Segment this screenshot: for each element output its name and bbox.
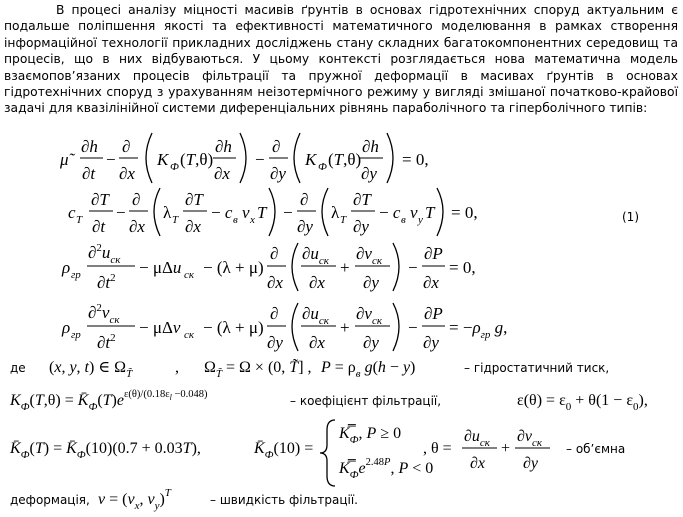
svg-text:(x, y, t) ∈ ΩT̃: (x, y, t) ∈ $\Omega_{T̃}$ — [49, 359, 133, 380]
svg-text:(T,θ): (T,θ) — [180, 150, 214, 169]
svg-text:K̿Фe2.48P, P < 0: $K̿_Фe^{2.48P}$, P < 0 — [339, 457, 434, 481]
svg-text:∂x: ∂x — [267, 273, 283, 292]
svg-text:∂2vск: $\partial^2v_{ск}$ — [88, 302, 120, 326]
svg-text:∂vск: $\partial v_{ск}$ — [517, 428, 543, 449]
svg-text:T: T — [76, 214, 83, 226]
velocity-line — [10, 487, 358, 512]
svg-text:= 0,: = 0, — [449, 258, 476, 277]
svg-text:∂vск: $\partial v_{ск}$ — [356, 244, 382, 267]
svg-text:гр: гр — [71, 329, 81, 341]
svg-text:∂x: ∂x — [309, 333, 325, 352]
svg-text:∂x: ∂x — [423, 273, 439, 292]
svg-text:Ф: Ф — [318, 161, 327, 173]
svg-text:в: в — [401, 214, 406, 226]
svg-text:ск: ск — [184, 269, 195, 281]
svg-text:∂vск: $\partial v_{ск}$ — [356, 304, 382, 327]
svg-text:∂y: ∂y — [297, 217, 313, 236]
svg-text:∂y: ∂y — [523, 455, 539, 472]
svg-text:λ: λ — [163, 203, 172, 222]
svg-text:∂: ∂ — [122, 137, 131, 156]
svg-text:ε(θ) = ε0 + θ(1 − ε0),: $\varepsilon(\theta) = \varepsilon_0 + \theta(1 - \varepsilon_0)$, — [517, 392, 648, 413]
equation-1 — [59, 133, 429, 183]
svg-text:, θ =: , θ = — [423, 440, 452, 457]
svg-text:∂: ∂ — [270, 244, 279, 263]
svg-text:гр: гр — [71, 269, 81, 281]
svg-text:∂T: ∂T — [353, 190, 371, 209]
svg-text:K̄Ф(10) =: $K̄_Ф(10)$ = — [254, 440, 314, 461]
svg-text:∂2uск: $\partial^2u_{ск}$ — [88, 242, 121, 266]
svg-text:∂P: ∂P — [424, 244, 443, 263]
svg-text:∂: ∂ — [272, 137, 281, 156]
svg-text:− (λ + μ): − (λ + μ) — [203, 258, 264, 277]
svg-text:− (λ + μ): − (λ + μ) — [203, 318, 264, 337]
hydrostatic-text: – гідростатичний тиск, — [464, 361, 610, 375]
where-line — [10, 358, 609, 380]
svg-text:∂P: ∂P — [424, 304, 443, 323]
svg-text:∂: ∂ — [300, 190, 309, 209]
svg-text:∂: ∂ — [270, 304, 279, 323]
svg-text:+: + — [501, 440, 511, 457]
svg-text:∂y: ∂y — [270, 164, 286, 183]
svg-text:x: x — [250, 214, 255, 226]
svg-text:,: , — [175, 359, 179, 376]
svg-text:− μΔu: − μΔu — [139, 258, 182, 277]
svg-text:−: − — [116, 203, 126, 222]
svg-text:∂uск: $\partial u_{ск}$ — [464, 428, 490, 449]
equation-2 — [68, 188, 478, 236]
svg-text:∂y: ∂y — [423, 333, 439, 352]
svg-text:− μΔv: − μΔv — [139, 318, 181, 337]
equation-3 — [61, 242, 476, 292]
svg-text:K̄Ф(T) = K̄Ф(10)(0.7 + 0.03T),: $K̄_Ф(T)$ = $K̄_Ф(10)(0.7 + 0.03T)$, — [10, 440, 201, 461]
intro-paragraph: В процесі аналізу міцності масивів ґрунтів в основах гідротехнічних споруд актуальним є подальше поліпшення якості та ефективності математичного моделювання в рамках створення інформаційної технології прикладних досліджень стану складних багатокомпонентних середовищ та процесів, що в них відбуваються. У цьому контексті розглядається нова математична модель взаємопов’язаних процесів фільтрації та пружної деформації в масивах ґрунтів в основах гідротехнічних споруд з урахуванням неізотермічного режиму у вигляді змішаної початково-крайової задачі для квазілінійної системи диференціальних рівнянь параболічного та гіперболічного типів: — [4, 3, 678, 116]
svg-text:T: T — [340, 214, 347, 226]
svg-text:∂h: ∂h — [362, 137, 379, 156]
svg-text:P = ρв g(h − y): $P = \rho_в$ g(h − y) — [321, 359, 416, 380]
svg-text:(T,θ): (T,θ) — [328, 150, 362, 169]
svg-text:∂T: ∂T — [91, 190, 109, 209]
svg-text:T: T — [257, 203, 267, 222]
svg-text:∂x: ∂x — [470, 455, 486, 472]
svg-text:λ: λ — [331, 203, 340, 222]
filtration-coef-text: – коефіцієнт фільтрації, — [290, 394, 442, 408]
svg-text:− c: − c — [379, 203, 401, 222]
svg-text:в: в — [233, 214, 238, 226]
equation-number: (1) — [622, 210, 639, 224]
svg-text:∂x: ∂x — [214, 164, 230, 183]
svg-text:+: + — [340, 318, 350, 337]
svg-text:∂T: ∂T — [185, 190, 203, 209]
svg-text:∂t: ∂t — [82, 164, 96, 183]
svg-text:∂y: ∂y — [353, 217, 369, 236]
filtration-coef-line — [9, 389, 648, 413]
svg-text:∂uск: $\partial u_{ск}$ — [302, 304, 329, 327]
svg-text:K: K — [157, 150, 169, 169]
svg-text:Ф: Ф — [170, 161, 179, 173]
svg-text:−: − — [106, 150, 116, 169]
svg-text:∂h: ∂h — [81, 137, 98, 156]
svg-text:+: + — [340, 258, 350, 277]
svg-text:∂y: ∂y — [363, 333, 379, 352]
svg-text:−: − — [255, 150, 265, 169]
svg-text:∂h: ∂h — [215, 137, 232, 156]
velocity-text: – швидкість фільтрації. — [210, 493, 358, 507]
svg-text:v: v — [410, 203, 418, 222]
equation-4 — [61, 302, 507, 352]
svg-text:−: − — [408, 258, 418, 277]
svg-text:KФ(T,θ) = K̄Ф(T)eε(θ)/(0.18εl: $K_Ф(T,\theta)$ = $K̄_Ф(T)e^{\varepsilon(\theta)/(0.18\varepsilon_l -0.048)}$ — [10, 389, 208, 413]
svg-text:= 0,: = 0, — [451, 203, 478, 222]
svg-text:−: − — [408, 318, 418, 337]
svg-text:∂y: ∂y — [267, 333, 283, 352]
svg-text:v = (vx, vy)T: $v = (v_x$, $v_y)^T$ — [98, 487, 171, 512]
svg-text:v: v — [242, 203, 250, 222]
svg-text:∂x: ∂x — [309, 273, 325, 292]
kbar-line — [9, 420, 625, 486]
svg-text:∂y: ∂y — [361, 164, 377, 183]
svg-text:= −ρгр g,: = $-\rho_{гр}$ g, — [449, 318, 508, 341]
volumetric-text: – об’ємна — [566, 442, 626, 456]
svg-text:K: K — [305, 150, 317, 169]
where-word: де — [10, 361, 26, 375]
svg-text:ΩT̃ = Ω × (0, T̃] ,: $\Omega_{T̃} = \Omega \times (0$, T̃] , — [204, 359, 312, 380]
svg-text:c: c — [68, 203, 76, 222]
svg-text:ск: ск — [184, 329, 195, 341]
svg-text:K̿Ф, P ≥ 0: $K̿_Ф$, P ≥ 0 — [339, 425, 402, 446]
svg-text:∂x: ∂x — [185, 217, 201, 236]
svg-text:ρ: ρ — [62, 258, 71, 277]
svg-text:∂t2: $\partial t^2$ — [97, 272, 116, 292]
svg-text:T: T — [425, 203, 435, 222]
svg-text:= 0,: = 0, — [402, 150, 429, 169]
deformation-text: деформація, — [10, 493, 90, 507]
svg-text:∂uск: $\partial u_{ск}$ — [302, 244, 329, 267]
svg-text:∂t: ∂t — [92, 217, 106, 236]
svg-text:∂: ∂ — [132, 190, 141, 209]
svg-text:T: T — [172, 214, 179, 226]
svg-text:μ̃: μ̃ — [60, 150, 69, 169]
svg-text:∂x: ∂x — [129, 217, 145, 236]
svg-text:− c: − c — [211, 203, 233, 222]
svg-text:ρ: ρ — [62, 318, 71, 337]
svg-text:∂y: ∂y — [363, 273, 379, 292]
svg-text:y: y — [418, 214, 423, 226]
svg-text:∂x: ∂x — [119, 164, 135, 183]
svg-text:−: − — [283, 203, 293, 222]
svg-text:∂t2: $\partial t^2$ — [97, 332, 116, 352]
